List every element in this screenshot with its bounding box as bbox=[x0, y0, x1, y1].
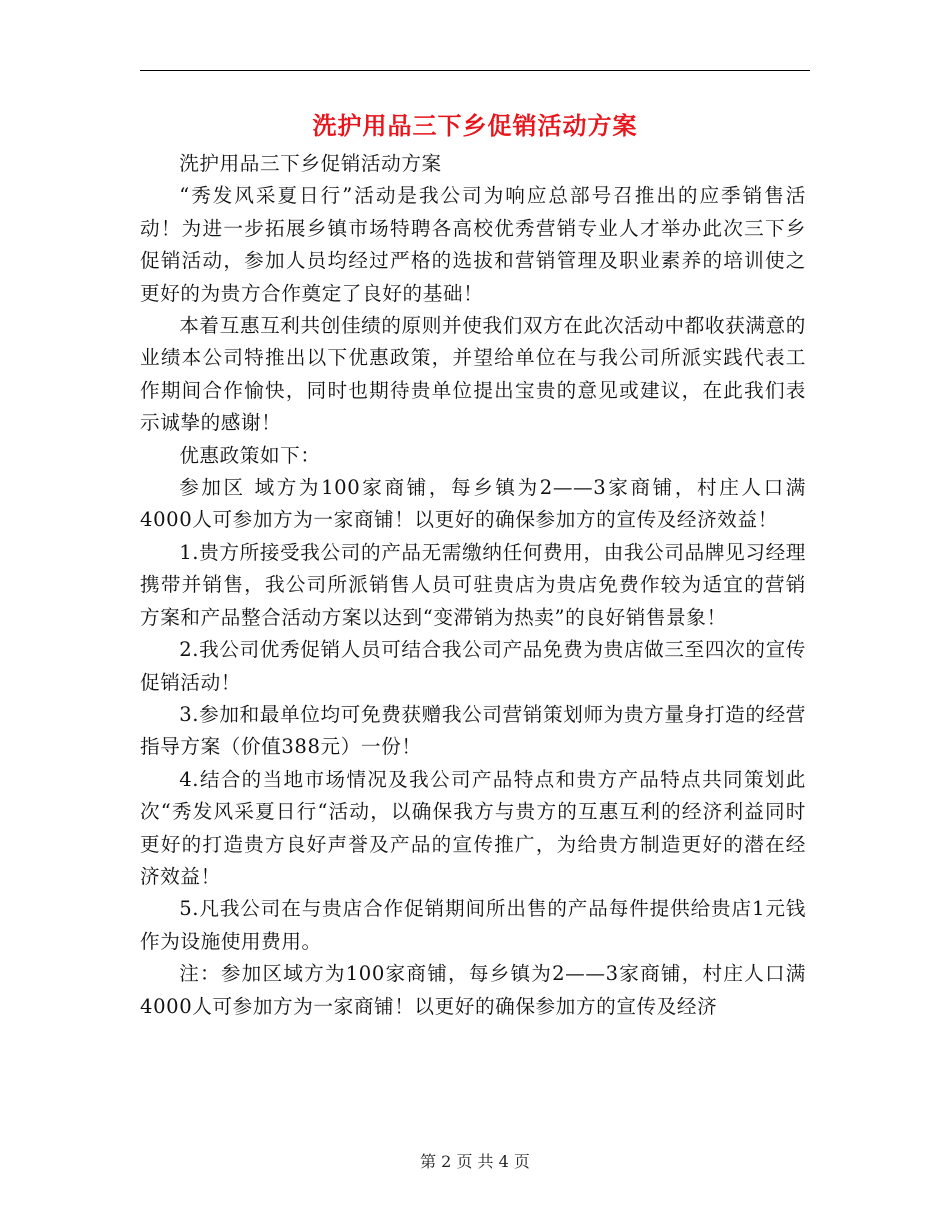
paragraph-subtitle: 洗护用品三下乡促销活动方案 bbox=[179, 152, 442, 175]
paragraph-item-4: 4.结合的当地市场情况及我公司产品特点和贵方产品特点共同策划此次“秀发风采夏日行“活动，以确保我方与贵方的互惠互利的经济利益同时更好的打造贵方良好声誉及产品的宣传推广，为给贵方制造更好的潜在经济效益！ bbox=[140, 767, 806, 888]
paragraph-intro: “秀发风采夏日行”活动是我公司为响应总部号召推出的应季销售活动！为进一步拓展乡镇市场特聘各高校优秀营销专业人才举办此次三下乡促销活动，参加人员均经过严格的选拔和营销管理及职业素养的培训使之更好的为贵方合作奠定了良好的基础！ bbox=[140, 184, 806, 305]
paragraph-policy-heading: 优惠政策如下： bbox=[179, 443, 321, 467]
paragraph-item-5: 5.凡我公司在与贵店合作促销期间所出售的产品每件提供给贵店1元钱作为设施使用费用。 bbox=[140, 897, 806, 953]
paragraph-note: 注：参加区域方为100家商铺，每乡镇为2——3家商铺，村庄人口满4000人可参加方为一家商铺！以更好的确保参加方的宣传及经济 bbox=[140, 962, 806, 1018]
header-rule bbox=[140, 70, 810, 71]
document-body bbox=[140, 148, 806, 1023]
paragraph-item-3: 3.参加和最单位均可免费获赠我公司营销策划师为贵方量身打造的经营指导方案（价值388元）一份！ bbox=[140, 702, 806, 759]
paragraph-scope: 参加区 域方为100家商铺，每乡镇为2——3家商铺，村庄人口满4000人可参加方为一家商铺！以更好的确保参加方的宣传及经济效益！ bbox=[140, 476, 806, 532]
paragraph-principle: 本着互惠互利共创佳绩的原则并使我们双方在此次活动中都收获满意的业绩本公司特推出以下优惠政策，并望给单位在与我公司所派实践代表工作期间合作愉快，同时也期待贵单位提出宝贵的意见或建议，在此我们表示诚挚的感谢！ bbox=[140, 314, 806, 435]
page-number: 第 2 页 共 4 页 bbox=[420, 1152, 530, 1171]
paragraph-item-1: 1.贵方所接受我公司的产品无需缴纳任何费用，由我公司品牌见习经理携带并销售，我公司所派销售人员可驻贵店为贵店免费作较为适宜的营销方案和产品整合活动方案以达到“变滞销为热卖”的良好销售景象！ bbox=[140, 540, 806, 629]
document-title: 洗护用品三下乡促销活动方案 bbox=[312, 111, 638, 140]
paragraph-item-2: 2.我公司优秀促销人员可结合我公司产品免费为贵店做三至四次的宣传促销活动！ bbox=[140, 638, 806, 694]
